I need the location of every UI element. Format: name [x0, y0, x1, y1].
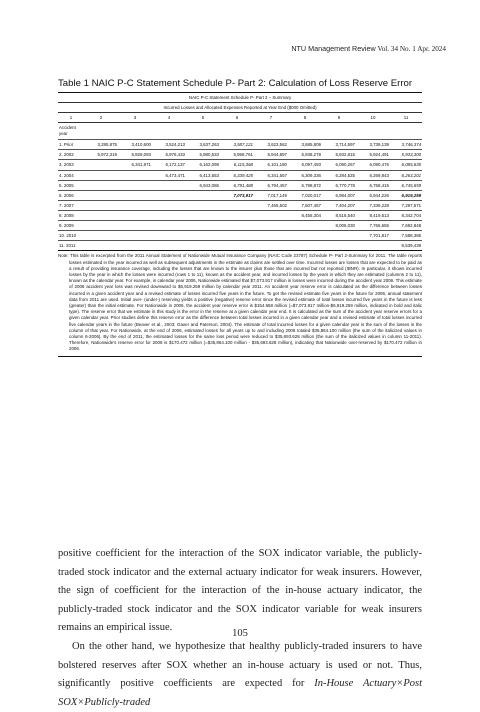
table-cell: 8,539,439 — [390, 241, 422, 251]
table-cell — [322, 241, 356, 251]
table-cell: 7,766,655 — [356, 221, 390, 231]
table-cell: 6,341,971 — [118, 160, 152, 170]
table-cell: 6,758,415 — [356, 180, 390, 190]
column-number: 6 — [220, 113, 254, 123]
table-cell: 5,928,093 — [118, 150, 152, 160]
table-cell: 6,090,476 — [356, 160, 390, 170]
table-cell — [254, 221, 288, 231]
table-cell — [84, 241, 118, 251]
table-caption: Table 1 NAIC P-C Statement Schedule P- Part 2: Calculation of Loss Reserve Error — [58, 78, 413, 89]
table-cell: 8,456,304 — [288, 210, 322, 220]
journal-issue: Vol. 34 No. 1 Apr. 2024 — [377, 45, 446, 53]
table-cell: 3,739,139 — [356, 140, 390, 150]
column-number: 8 — [288, 113, 322, 123]
table-cell — [186, 221, 220, 231]
table-cell: 3,623,562 — [254, 140, 288, 150]
column-number: 9 — [322, 113, 356, 123]
table-cell: 3,685,809 — [288, 140, 322, 150]
table-cell — [118, 180, 152, 190]
table-cell — [84, 210, 118, 220]
table-cell: 5,972,319 — [84, 150, 118, 160]
table-cell: 8,419,513 — [356, 210, 390, 220]
column-number: 2 — [84, 113, 118, 123]
table-cell — [322, 231, 356, 241]
table-cell: 6,794,457 — [254, 180, 288, 190]
table-row — [58, 221, 422, 231]
table-cell — [288, 231, 322, 241]
table-cell: 5,924,491 — [356, 150, 390, 160]
table-cell: 6,473,471 — [152, 170, 186, 180]
table-body — [58, 140, 422, 251]
table-cell: 6,162,098 — [186, 160, 220, 170]
row-label: 4. 2004 — [58, 170, 84, 180]
table-block — [58, 78, 422, 357]
journal-name: NTU Management Review — [291, 44, 376, 53]
column-number: 11 — [390, 113, 422, 123]
table-cell — [220, 210, 254, 220]
table-cell — [84, 231, 118, 241]
column-number: 5 — [186, 113, 220, 123]
table-cell — [220, 221, 254, 231]
table-cell — [152, 241, 186, 251]
table-cell — [186, 241, 220, 251]
table-cell: 7,339,228 — [356, 200, 390, 210]
table-cell — [254, 231, 288, 241]
table-row — [58, 150, 422, 160]
table-cell: 3,637,263 — [186, 140, 220, 150]
row-label: 11. 2011 — [58, 241, 84, 251]
column-number-row — [58, 113, 422, 123]
table-row — [58, 231, 422, 241]
table-cell: 6,115,368 — [220, 160, 254, 170]
table-cell — [84, 180, 118, 190]
page-number: 105 — [232, 628, 248, 639]
table-note: Note: This table is excerpted from the 2011 Annual Statement of Nationwide Mutual Insurance Company (NAIC Code 23787) Schedule P- Part 2-Summary for 2011. The table reports losses estimated in the year incurred as well as subsequent adjustments in the estimate as claims are settled over time. Incurred losses are losses that are expected to be paid as a result of providing insurance coverage, including the losses that are known to the insurer plus those that are incurred but not reported (IBNR). In particular, it shows incurred losses by the year in which the losses were incurred (rows 1 to 11), known as the accident year, and incurred losses by the years in which they are estimated (columns 2 to 11), known as the calendar year. For example, in calendar year 2006, Nationwide estimated that $7,073.917 million in losses were incurred during the accident year 2006. This estimate of 2006 accident year loss was revised downward to $6,919.259 million by calendar year 2011. An accident year reserve error is calculated as the difference between losses incurred in a given accident year and a revised estimate of losses incurred five years in the future. To get the revised estimate five years in the future for 2006, annual statement data from 2011 are used. Initial over- (under-) reserving yields a positive (negative) reserve error since the revised estimate of total losses incurred five years in the future is less (greater) than the initial estimate. For Nationwide in 2006, the accident year reserve error is $154.658 million (=$7,073.917 million-$6,919.259 million, indicated in bold and italic type). The reserve error that we estimate in this study is the error in the reserve at a given calendar year end. It is calculated as the sum of the accident year reserve errors for a given calendar year. Prior studies define this reserve error as the difference between total losses incurred in a given calendar year and a revised estimate of total losses incurred five calendar years in the future (Beaver et al., 2003; Gaver and Paterson, 2004). The estimate of total incurred losses for a given calendar year is the sum of the losses in the column of that year. For Nationwide, at the end of 2006, estimated losses for all years up to and including 2006 totaled $35,864.100 million (the sum of the italicized values in column 6-2006). By the end of 2011, the estimated losses for the same loss period were reduced to $35,693.628 million (the sum of the italicized values in column 11-2011). Therefore, Nationwide’s reserve error for 2006 is $170.472 million (=$35,864.100 million - $35,693.628 million), indicating that Nationwide over-reserved by $170.472 million in 2006. — [58, 253, 422, 356]
body-paragraph-2-math: In-House Actuary×Post SOX×Publicly-traded — [58, 678, 422, 708]
column-number: 3 — [118, 113, 152, 123]
table-row — [58, 140, 422, 150]
column-number: 4 — [152, 113, 186, 123]
row-label: 7. 2007 — [58, 200, 84, 210]
table-cell: 6,339,425 — [220, 170, 254, 180]
table-row — [58, 200, 422, 210]
table-cell: 5,944,897 — [254, 150, 288, 160]
table-cell — [118, 200, 152, 210]
table-cell: 5,933,300 — [390, 150, 422, 160]
row-label: 9. 2009 — [58, 221, 84, 231]
table-cell: 6,101,180 — [254, 160, 288, 170]
row-label: 8. 2008 — [58, 210, 84, 220]
table-cell: 6,984,007 — [322, 190, 356, 200]
table-cell — [84, 170, 118, 180]
body-paragraph-2-text: On the other hand, we hypothesize that healthy publicly-traded insurers to have bolstered reserves after SOX whether an in-house actuary is used or not. Thus, significantly positive coefficients are expected for — [58, 640, 422, 690]
table-cell: 8,518,540 — [322, 210, 356, 220]
table-cell: 5,976,433 — [152, 150, 186, 160]
table-cell: 7,073,917 — [220, 190, 254, 200]
table-cell: 7,020,017 — [288, 190, 322, 200]
table-cell — [152, 221, 186, 231]
body-paragraph-1: positive coefficient for the interaction of the SOX indicator variable, the publicly-traded stock indicator and the external actuary indicator for weak insurers. However, the sign of coefficient for the interaction of the in-house actuary indicator, the publicly-traded stock indicator and the SOX indicator variable for weak insurers remains an empirical issue. — [58, 548, 422, 634]
table-cell — [152, 200, 186, 210]
table-row — [58, 170, 422, 180]
row-label: 5. 2005 — [58, 180, 84, 190]
table-cell — [84, 200, 118, 210]
running-header — [291, 44, 446, 53]
table-subtitle: NAIC P-C Statement Schedule P- Part 2 – Summary — [58, 93, 422, 103]
table-cell — [220, 241, 254, 251]
table-row — [58, 160, 422, 170]
table-cell: 5,958,761 — [220, 150, 254, 160]
table-cell: 6,097,493 — [288, 160, 322, 170]
table-cell: 6,413,553 — [186, 170, 220, 180]
table-cell — [186, 190, 220, 200]
table-cell — [186, 210, 220, 220]
table-cell: 7,588,385 — [390, 231, 422, 241]
table-cell — [118, 170, 152, 180]
table-cell — [152, 231, 186, 241]
row-label: 3. 2003 — [58, 160, 84, 170]
table-cell — [118, 231, 152, 241]
table-cell — [356, 241, 390, 251]
row-label: 2. 2002 — [58, 150, 84, 160]
loss-reserve-table — [58, 92, 422, 251]
table-cell: 6,284,525 — [322, 170, 356, 180]
table-cell: 6,263,201 — [390, 170, 422, 180]
table-cell: 6,944,226 — [356, 190, 390, 200]
column-number: 10 — [356, 113, 390, 123]
table-cell: 6,770,778 — [322, 180, 356, 190]
table-cell: 5,938,278 — [288, 150, 322, 160]
table-cell: 6,309,336 — [288, 170, 322, 180]
table-cell — [186, 231, 220, 241]
table-row — [58, 180, 422, 190]
table-cell — [118, 210, 152, 220]
table-cell — [220, 231, 254, 241]
table-cell — [288, 241, 322, 251]
table-cell — [220, 200, 254, 210]
table-cell: 7,297,571 — [390, 200, 422, 210]
table-cell: 3,285,875 — [84, 140, 118, 150]
table-cell: 6,172,137 — [152, 160, 186, 170]
table-cell: 7,682,848 — [390, 221, 422, 231]
table-row — [58, 210, 422, 220]
table-cell: 6,798,872 — [288, 180, 322, 190]
table-cell — [84, 160, 118, 170]
table-row — [58, 190, 422, 200]
table-cell — [254, 241, 288, 251]
column-number: 1 — [58, 113, 84, 123]
table-subheader: Incurred Losses and Allocated Expenses Reported at Year End ($000 Omitted) — [58, 103, 422, 113]
table-cell: 6,090,267 — [322, 160, 356, 170]
table-cell: 6,943,086 — [186, 180, 220, 190]
row-label: 10. 2010 — [58, 231, 84, 241]
table-cell: 7,507,457 — [288, 200, 322, 210]
table-cell — [254, 210, 288, 220]
table-cell: 7,701,817 — [356, 231, 390, 241]
table-cell: 3,714,597 — [322, 140, 356, 150]
table-cell: 8,342,704 — [390, 210, 422, 220]
table-cell: 7,465,502 — [254, 200, 288, 210]
table-cell: 6,085,635 — [390, 160, 422, 170]
table-cell — [84, 190, 118, 200]
table-cell: 3,587,121 — [220, 140, 254, 150]
table-cell: 6,791,488 — [220, 180, 254, 190]
table-cell — [118, 190, 152, 200]
table-cell — [152, 180, 186, 190]
table-cell — [152, 210, 186, 220]
table-cell — [288, 221, 322, 231]
table-cell: 6,341,557 — [254, 170, 288, 180]
table-cell: 3,410,600 — [118, 140, 152, 150]
body-paragraph-2 — [58, 638, 422, 712]
row-label: 6. 2006 — [58, 190, 84, 200]
row-label: 1. Prior — [58, 140, 84, 150]
table-cell: 7,404,207 — [322, 200, 356, 210]
table-cell — [118, 221, 152, 231]
table-cell — [152, 190, 186, 200]
table-cell — [84, 221, 118, 231]
accident-year-label: Accident year — [58, 123, 84, 140]
column-number: 7 — [254, 113, 288, 123]
table-cell — [186, 200, 220, 210]
table-cell — [118, 241, 152, 251]
table-cell: 6,745,659 — [390, 180, 422, 190]
table-cell: 3,746,374 — [390, 140, 422, 150]
table-cell: 8,005,030 — [322, 221, 356, 231]
table-cell: 6,269,843 — [356, 170, 390, 180]
table-cell: 5,932,815 — [322, 150, 356, 160]
table-cell: 7,017,149 — [254, 190, 288, 200]
table-cell: 6,919,259 — [390, 190, 422, 200]
table-row — [58, 241, 422, 251]
table-cell: 3,524,213 — [152, 140, 186, 150]
table-cell: 5,980,533 — [186, 150, 220, 160]
